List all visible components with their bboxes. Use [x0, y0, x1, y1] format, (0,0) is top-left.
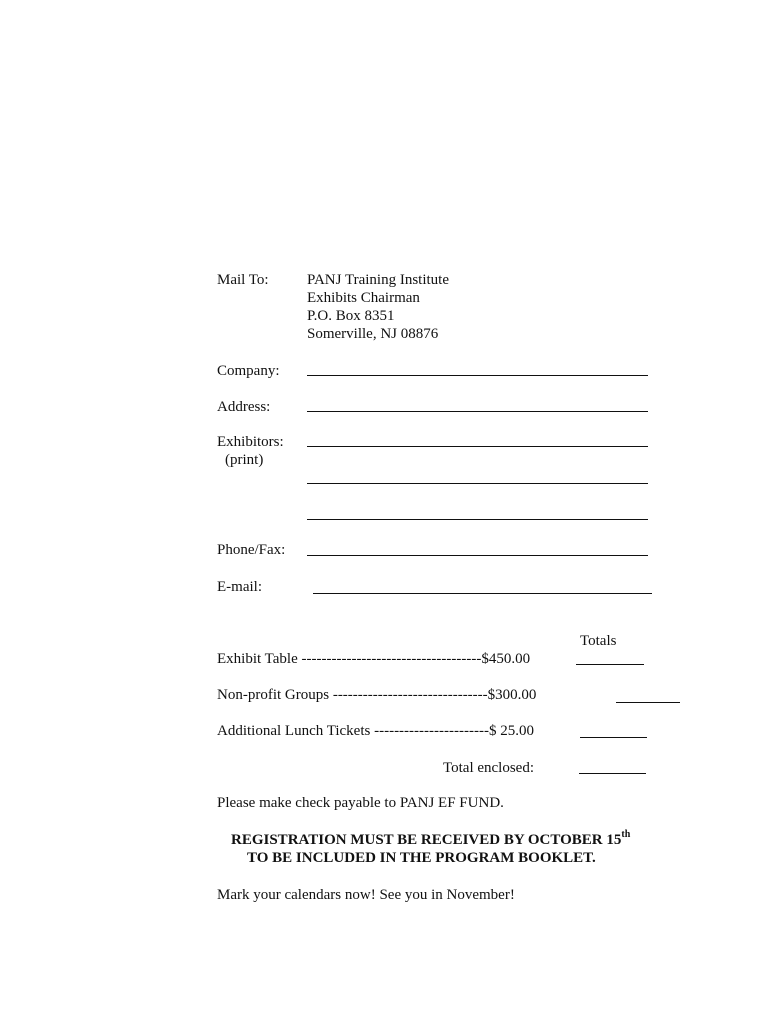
closing-note: Mark your calendars now! See you in November! — [217, 887, 515, 903]
address-field[interactable] — [307, 411, 648, 412]
payable-note: Please make check payable to PANJ EF FUND. — [217, 795, 504, 811]
mail-to-line-1: PANJ Training Institute — [307, 272, 449, 288]
exhibitors-label: Exhibitors: — [217, 434, 284, 450]
registration-deadline-text: REGISTRATION MUST BE RECEIVED BY OCTOBER 15 — [231, 832, 622, 848]
mail-to-line-4: Somerville, NJ 08876 — [307, 326, 439, 342]
registration-deadline-suffix: th — [621, 829, 631, 840]
phone-fax-field[interactable] — [307, 555, 648, 556]
total-field-non-profit[interactable] — [616, 702, 680, 703]
exhibitors-note: (print) — [225, 452, 264, 468]
exhibitor-field-2[interactable] — [307, 483, 648, 484]
fee-lunch-tickets: Additional Lunch Tickets -----------------------$ 25.00 — [217, 723, 534, 739]
mail-to-line-3: P.O. Box 8351 — [307, 308, 395, 324]
totals-header: Totals — [580, 633, 617, 649]
registration-notice-line-1 — [231, 831, 630, 849]
exhibitor-field-1[interactable] — [307, 446, 648, 447]
exhibitor-field-3[interactable] — [307, 519, 648, 520]
fee-exhibit-table: Exhibit Table ------------------------------------$450.00 — [217, 651, 531, 667]
total-enclosed-label: Total enclosed: — [443, 760, 535, 776]
total-field-exhibit-table[interactable] — [576, 664, 644, 665]
email-label: E-mail: — [217, 579, 262, 595]
total-enclosed-field[interactable] — [579, 773, 646, 774]
email-field[interactable] — [313, 593, 652, 594]
mail-to-line-2: Exhibits Chairman — [307, 290, 420, 306]
company-label: Company: — [217, 363, 280, 379]
fee-non-profit-groups: Non-profit Groups -------------------------------$300.00 — [217, 687, 537, 703]
company-field[interactable] — [307, 375, 648, 376]
phone-fax-label: Phone/Fax: — [217, 542, 286, 558]
total-field-lunch-tickets[interactable] — [580, 737, 647, 738]
address-label: Address: — [217, 399, 271, 415]
mail-to-label: Mail To: — [217, 272, 269, 288]
registration-notice-line-2: TO BE INCLUDED IN THE PROGRAM BOOKLET. — [247, 850, 596, 866]
